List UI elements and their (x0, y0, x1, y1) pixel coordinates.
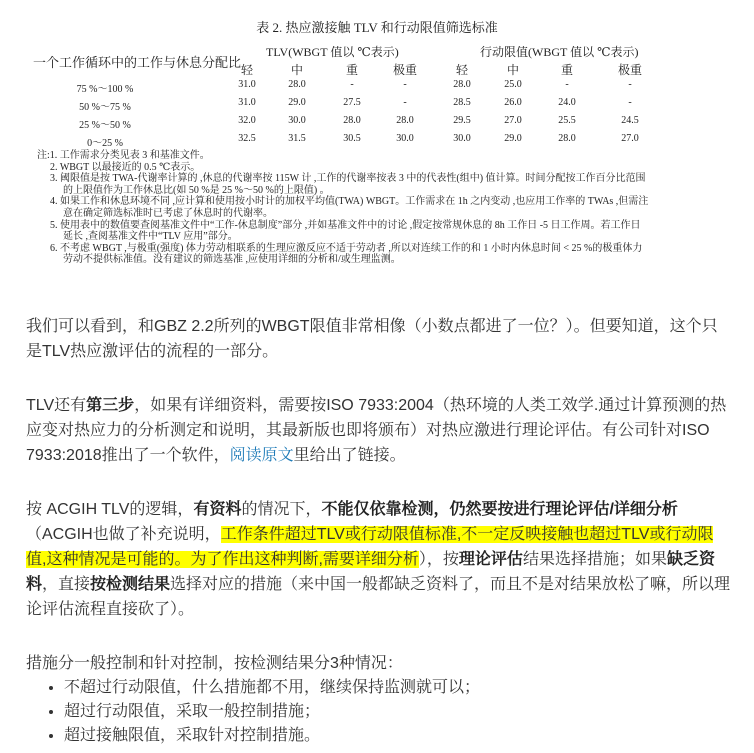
table-cell: - (403, 97, 407, 108)
note-line: 6. 不考虑 WBGT ,与极重(强度) 体力劳动相联系的生理应激反应不适于劳动者 ,所以对连续工作的和 1 小时内休息时间 < 25 %的极重体力 (50, 242, 643, 254)
table-cell: 27.5 (343, 97, 361, 108)
article-body (26, 314, 732, 748)
table-cell: 28.0 (558, 133, 576, 144)
text: ，如果有详细资料，需要按ISO 7933:2004（热环境的人类工效学.通过计算预测的热应变对热应力的分析测定和说明，其最新版也即将颁布）对热应激进行理论评估。有公司针对ISO 7933:2018推出了一个软件， (26, 397, 727, 464)
table-cell: 27.0 (621, 133, 639, 144)
table-cell: 28.5 (453, 97, 471, 108)
table-cell: - (350, 79, 354, 90)
table-cell: 27.0 (504, 115, 522, 126)
table-cell: 32.5 (238, 133, 256, 144)
column-header: 中 (290, 63, 303, 77)
note-line: 5. 使用表中的数值要查阅基准文件中“工作-休息制度”部分 ,并如基准文件中的讨论 ,假定按常规休息的 8h 工作日 -5 日工作周。若工作日 (50, 219, 641, 231)
note-line: 延长 ,查阅基准文件中“TLV 应用”部分。 (63, 231, 238, 243)
note-line: 劳动不提供标准值。没有建议的筛选基准 ,应使用详细的分析和/或生理监测。 (63, 254, 401, 266)
table-cell: 31.5 (288, 133, 306, 144)
bold-text: 按检测结果 (90, 576, 171, 593)
text: 里给出了链接。 (293, 447, 406, 464)
table-cell: 26.0 (504, 97, 522, 108)
paragraph-1: 我们可以看到，和GBZ 2.2所列的WBGT限值非常相像（小数点都进了一位？）。但要知道，这个只是TLV热应激评估的流程的一部分。 (26, 318, 718, 360)
text: 结果选择措施；如果 (522, 551, 667, 568)
column-header: 轻 (455, 63, 468, 77)
table-cell: 30.0 (453, 133, 471, 144)
list-item: • 超过行动限值，采取一般控制措施； (64, 700, 732, 724)
column-header: 重 (345, 63, 358, 77)
table-cell: - (565, 79, 569, 90)
row-header: 一个工作循环中的工作与休息分配比 (33, 55, 242, 70)
table-cell: 30.0 (288, 115, 306, 126)
table-cell: 25.5 (558, 115, 576, 126)
table-figure (0, 0, 754, 290)
note-line: 意在确定筛选标准时已考虑了休息时的代谢率。 (63, 207, 273, 219)
row-label: 0～25 % (87, 138, 123, 149)
table-cell: 24.5 (621, 115, 639, 126)
table-cell: - (628, 79, 632, 90)
table-cell: 31.0 (238, 79, 256, 90)
column-header: 重 (560, 63, 573, 77)
row-label: 25 %～50 % (79, 120, 131, 131)
table-title: 表 2. 热应激接触 TLV 和行动限值筛选标准 (256, 20, 498, 35)
row-label: 75 %～100 % (76, 84, 134, 95)
column-header: 中 (506, 63, 519, 77)
row-label: 50 %～75 % (79, 102, 131, 113)
paragraph-3 (26, 497, 732, 622)
column-header: 极重 (617, 63, 642, 77)
list-item: • 超过接触限值，采取针对控制措施。 (64, 724, 732, 748)
text: TLV还有 (26, 397, 87, 414)
text: 按 ACGIH TLV的逻辑， (26, 501, 194, 518)
paragraph-4: 措施分一般控制和针对控制，按检测结果分3种情况： (26, 655, 403, 672)
table-cell: - (403, 79, 407, 90)
bold-text: 缺乏资料 (26, 551, 715, 593)
bold-text: 不能仅依靠检测，仍然要按进行理论评估/详细分析 (321, 501, 678, 518)
column-header: 轻 (240, 63, 253, 77)
note-line: 3. 阈限值是按 TWA-代谢率计算的 ,休息的代谢率按 115W 计 ,工作的代谢率按表 3 中的代表性(组中) 值计算。时间分配按工作百分比范围 (50, 173, 646, 185)
note-line: 注:1. 工作需求分类见表 3 和基准文件。 (37, 150, 210, 161)
table-cell: 28.0 (453, 79, 471, 90)
text: ），按 (418, 551, 459, 568)
read-original-link[interactable]: 阅读原文 (229, 447, 294, 464)
table-cell: 28.0 (288, 79, 306, 90)
text: 的情况下， (241, 501, 322, 518)
table-cell: 29.0 (288, 97, 306, 108)
table-cell: 24.0 (558, 97, 576, 108)
table-cell: 28.0 (343, 115, 361, 126)
table-cell: - (628, 97, 632, 108)
text: ，直接 (42, 576, 91, 593)
table-cell: 32.0 (238, 115, 256, 126)
table-cell: 30.5 (343, 133, 361, 144)
paragraph-2 (26, 393, 732, 468)
column-header: 极重 (392, 63, 417, 77)
table-cell: 31.0 (238, 97, 256, 108)
bold-text: 理论评估 (458, 551, 523, 568)
note-line: 4. 如果工作和休息环境不同 ,应计算和使用按小时计的加权平均值(TWA) WBGT。工作需求在 1h 之内变动 ,也应用工作率的 TWAs ,但需注 (50, 196, 649, 208)
highlighted-text: 工作条件超过TLV或行动限值标准,不一定反映接触也超过TLV或行动限值,这种情况是可能的。为了作出这种判断,需要详细分析 (26, 526, 714, 568)
measures-list (26, 676, 732, 748)
group-header-action: 行动限值(WBGT 值以 ℃表示) (480, 45, 639, 59)
group-header-tlv: TLV(WBGT 值以 ℃表示) (266, 45, 399, 59)
table-cell: 30.0 (396, 133, 414, 144)
text: 选择对应的措施（来中国一般都缺乏资料了，而且不是对结果放松了嘛，所以理论评估流程直接砍了）。 (26, 576, 731, 618)
bold-text: 第三步 (86, 397, 135, 414)
note-line: 2. WBGT 以最接近的 0.5 ℃表示。 (50, 161, 201, 173)
table-notes (37, 150, 648, 266)
table-cell: 29.0 (504, 133, 522, 144)
table-cell: 25.0 (504, 79, 522, 90)
table-cell: 28.0 (396, 115, 414, 126)
table-cell: 29.5 (453, 115, 471, 126)
note-line: 的上限值作为工作休息比(如 50 %是 25 %～50 %的上限值) 。 (63, 184, 330, 196)
text: （ACGIH也做了补充说明， (26, 526, 221, 543)
list-item: • 不超过行动限值，什么措施都不用，继续保持监测就可以； (64, 676, 732, 700)
bold-text: 有资料 (193, 501, 242, 518)
